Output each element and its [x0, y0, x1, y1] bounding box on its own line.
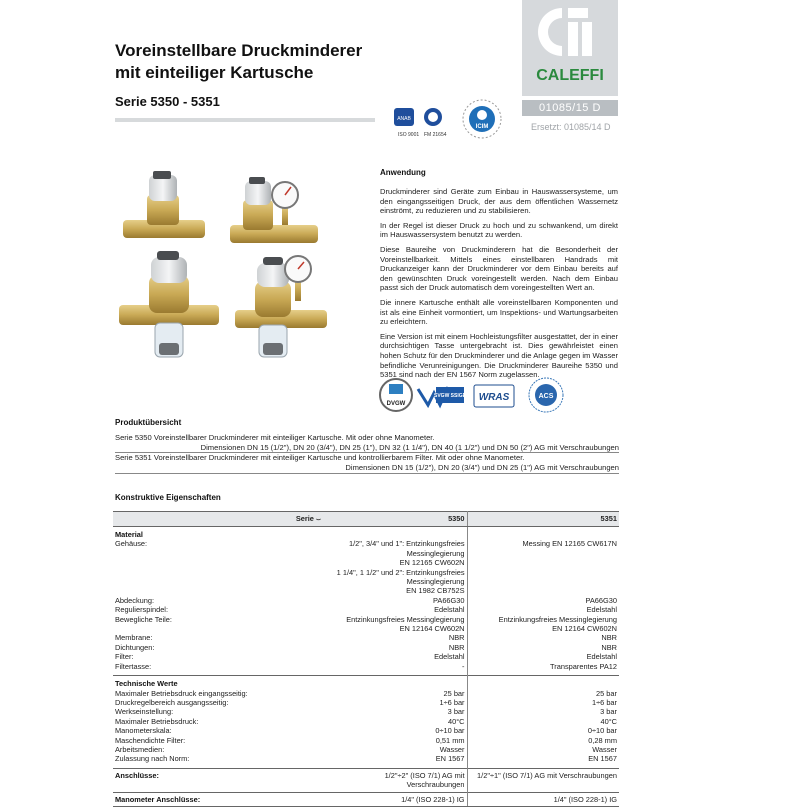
- title-line-1: Voreinstellbare Druckminderer: [115, 41, 363, 60]
- replaces-code: Ersetzt: 01085/14 D: [531, 122, 611, 132]
- table-row: [113, 539, 619, 595]
- gehaeuse-5351: Messing EN 12165 CW617N: [522, 539, 617, 549]
- series-subtitle: Serie 5350 - 5351: [115, 94, 220, 109]
- svg-text:DVGW: DVGW: [386, 401, 406, 407]
- acs-icon: [529, 378, 563, 412]
- gehaeuse-5350: 1 1/4", 1 1/2" und 2": Entzinkungsfreies Messinglegierung: [336, 567, 465, 587]
- table-row: Maschendichte Filter: 0,51 mm 0,28 mm: [115, 735, 617, 745]
- table-row: Anschlüsse: 1/2"÷2" (ISO 7/1) AG mit Verschraubungen 1/2"÷1" (ISO 7/1) AG mit Verschraubungen: [113, 768, 619, 792]
- spec-header-5351: 5351: [467, 512, 619, 527]
- table-row: Abdeckung: PA66G30 PA66G30: [115, 595, 617, 605]
- material-heading: Material: [115, 530, 143, 539]
- spec-header-5350: 5350: [323, 512, 467, 527]
- table-row: Regulierspindel: Edelstahl Edelstahl: [115, 605, 617, 615]
- brand-name: CALEFFI: [536, 67, 604, 84]
- icim-cert-icon: [456, 97, 512, 146]
- valve-5351-filter-gauge: [235, 256, 327, 357]
- table-row: Filtertasse: - Transparentes PA12: [113, 662, 619, 676]
- table-row: Maximaler Betriebsdruck: 40°C 40°C: [115, 716, 617, 726]
- svg-text:FM 21654: FM 21654: [424, 132, 447, 138]
- table-row: Manometer Anschlüsse: 1/4" (ISO 228-1) IG 1/4" (ISO 228-1) IG: [113, 792, 619, 806]
- table-row: Zulassung nach Norm: EN 1567 EN 1567: [113, 754, 619, 768]
- overview-heading: Produktübersicht: [115, 418, 182, 427]
- title-line-2: mit einteiliger Kartusche: [115, 63, 314, 82]
- application-heading: Anwendung: [380, 168, 426, 177]
- spec-heading: Konstruktive Eigenschaften: [115, 493, 221, 502]
- svg-text:ICIM: ICIM: [475, 124, 489, 130]
- table-row: [113, 676, 619, 689]
- table-row: Filter: Edelstahl Edelstahl: [115, 652, 617, 662]
- table-row: Dichtungen: NBR NBR: [115, 642, 617, 652]
- svg-text:SVGW SSIGE: SVGW SSIGE: [434, 393, 466, 399]
- gehaeuse-5350: 1/2", 3/4" und 1": Entzinkungsfreies Messinglegierung: [349, 539, 465, 558]
- table-row: Membrane: NBR NBR: [115, 633, 617, 643]
- product-overview: [115, 418, 619, 474]
- product-photos: [115, 165, 330, 370]
- spec-table: [113, 511, 619, 807]
- application-section: [380, 168, 618, 385]
- svg-text:ANAB: ANAB: [397, 116, 411, 122]
- overview-series-5350: Serie 5350 Voreinstellbarer Druckminderer mit einteiliger Kartusche. Mit oder ohne Manometer.: [115, 432, 435, 442]
- overview-divider: [115, 473, 619, 474]
- table-row: [113, 527, 619, 540]
- overview-dimensions-5351: Dimensionen DN 15 (1/2"), DN 20 (3/4") und DN 25 (1") AG mit Verschraubungen: [345, 463, 619, 473]
- application-paragraph: Eine Version ist mit einem Hochleistungsfilter ausgestattet, der in einer durchsichtigen Tasse untergebracht ist. Dies gewährleistet einen hohen Schutz für den Druckminderer und die Anlage gegen im Wasser befindliche Verunreinigungen. Die Druckminderer Baureihe 5350 und 5351 sind nach der EN 1567 Norm zugelassen.: [380, 331, 618, 380]
- gehaeuse-label: Gehäuse:: [115, 539, 148, 549]
- valve-5350-small: [123, 171, 205, 238]
- table-row: Manometerskala: 0÷10 bar 0÷10 bar: [115, 726, 617, 736]
- application-paragraph: Druckminderer sind Geräte zum Einbau in Hauswassersysteme, um den eingangsseitigen Druck, der aus dem öffentlichen Wassernetz einströmt, zu reduzieren und zu stabilisieren.: [380, 187, 618, 216]
- valve-5350-with-gauge: [230, 177, 318, 243]
- gehaeuse-5350: EN 12165 CW602N: [399, 558, 465, 568]
- overview-series-5351: Serie 5351 Voreinstellbarer Druckminderer mit einteiliger Kartusche und kontrollierbarem Filter. Mit oder ohne Manometer.: [115, 453, 525, 463]
- technik-heading: Technische Werte: [113, 676, 323, 689]
- svg-text:ACS: ACS: [538, 393, 554, 400]
- svg-text:WRAS: WRAS: [478, 392, 510, 403]
- gehaeuse-5350: EN 1982 CB752S: [406, 586, 465, 596]
- spec-header-row: [113, 512, 619, 527]
- caleffi-logo-mark: [522, 0, 618, 96]
- title-rule: [115, 118, 375, 122]
- valve-5351-filter: [119, 251, 219, 357]
- document-title: [115, 40, 362, 84]
- spec-header-label: Serie ⌣: [113, 512, 323, 527]
- wras-icon: [474, 385, 514, 407]
- dvgw-icon: [380, 379, 412, 411]
- application-paragraph: In der Regel ist dieser Druck zu hoch und zu schwankend, um direkt im Hauswassersystem benutzt zu werden.: [380, 220, 618, 240]
- certification-logos-bottom: [378, 375, 578, 420]
- svgw-icon: [418, 383, 467, 407]
- svg-text:ISO 9001: ISO 9001: [398, 132, 420, 138]
- table-row: Bewegliche Teile: Entzinkungsfreies Messinglegierung EN 12164 CW602N Entzinkungsfreies Messinglegierung EN 12164 CW602N: [115, 614, 617, 634]
- document-code: 01085/15 D: [522, 100, 618, 116]
- table-row: Druckregelbereich ausgangsseitig: 1÷6 bar 1÷6 bar: [115, 697, 617, 707]
- overview-dimensions-5350: Dimensionen DN 15 (1/2"), DN 20 (3/4"), DN 25 (1"), DN 32 (1 1/4"), DN 40 (1 1/2") und DN 50 (2") AG mit Verschraubungen: [200, 442, 619, 452]
- application-paragraph: Die innere Kartusche enthält alle voreinstellbaren Komponenten und ist als eine Einheit vormontiert, um Inspektions- und Wartungsarbeiten zu erleichtern.: [380, 297, 618, 327]
- table-row: Maximaler Betriebsdruck eingangsseitig: 25 bar 25 bar: [115, 688, 617, 698]
- table-row: Werkseinstellung: 3 bar 3 bar: [115, 707, 617, 717]
- caleffi-logo: [522, 0, 618, 96]
- table-row: Arbeitsmedien: Wasser Wasser: [115, 744, 617, 754]
- application-paragraph: Diese Baureihe von Druckminderern hat die Besonderheit der Voreinstellbarkeit. Mittels eines einstellbaren Handrads mit Druckanzeiger kann der Druckminderer vor dem Einbau bereits auf den gewünschten Druck voreingestellt werden. Nach dem Einbau passt sich der Druck automatisch dem voreingestellten Wert an.: [380, 244, 618, 293]
